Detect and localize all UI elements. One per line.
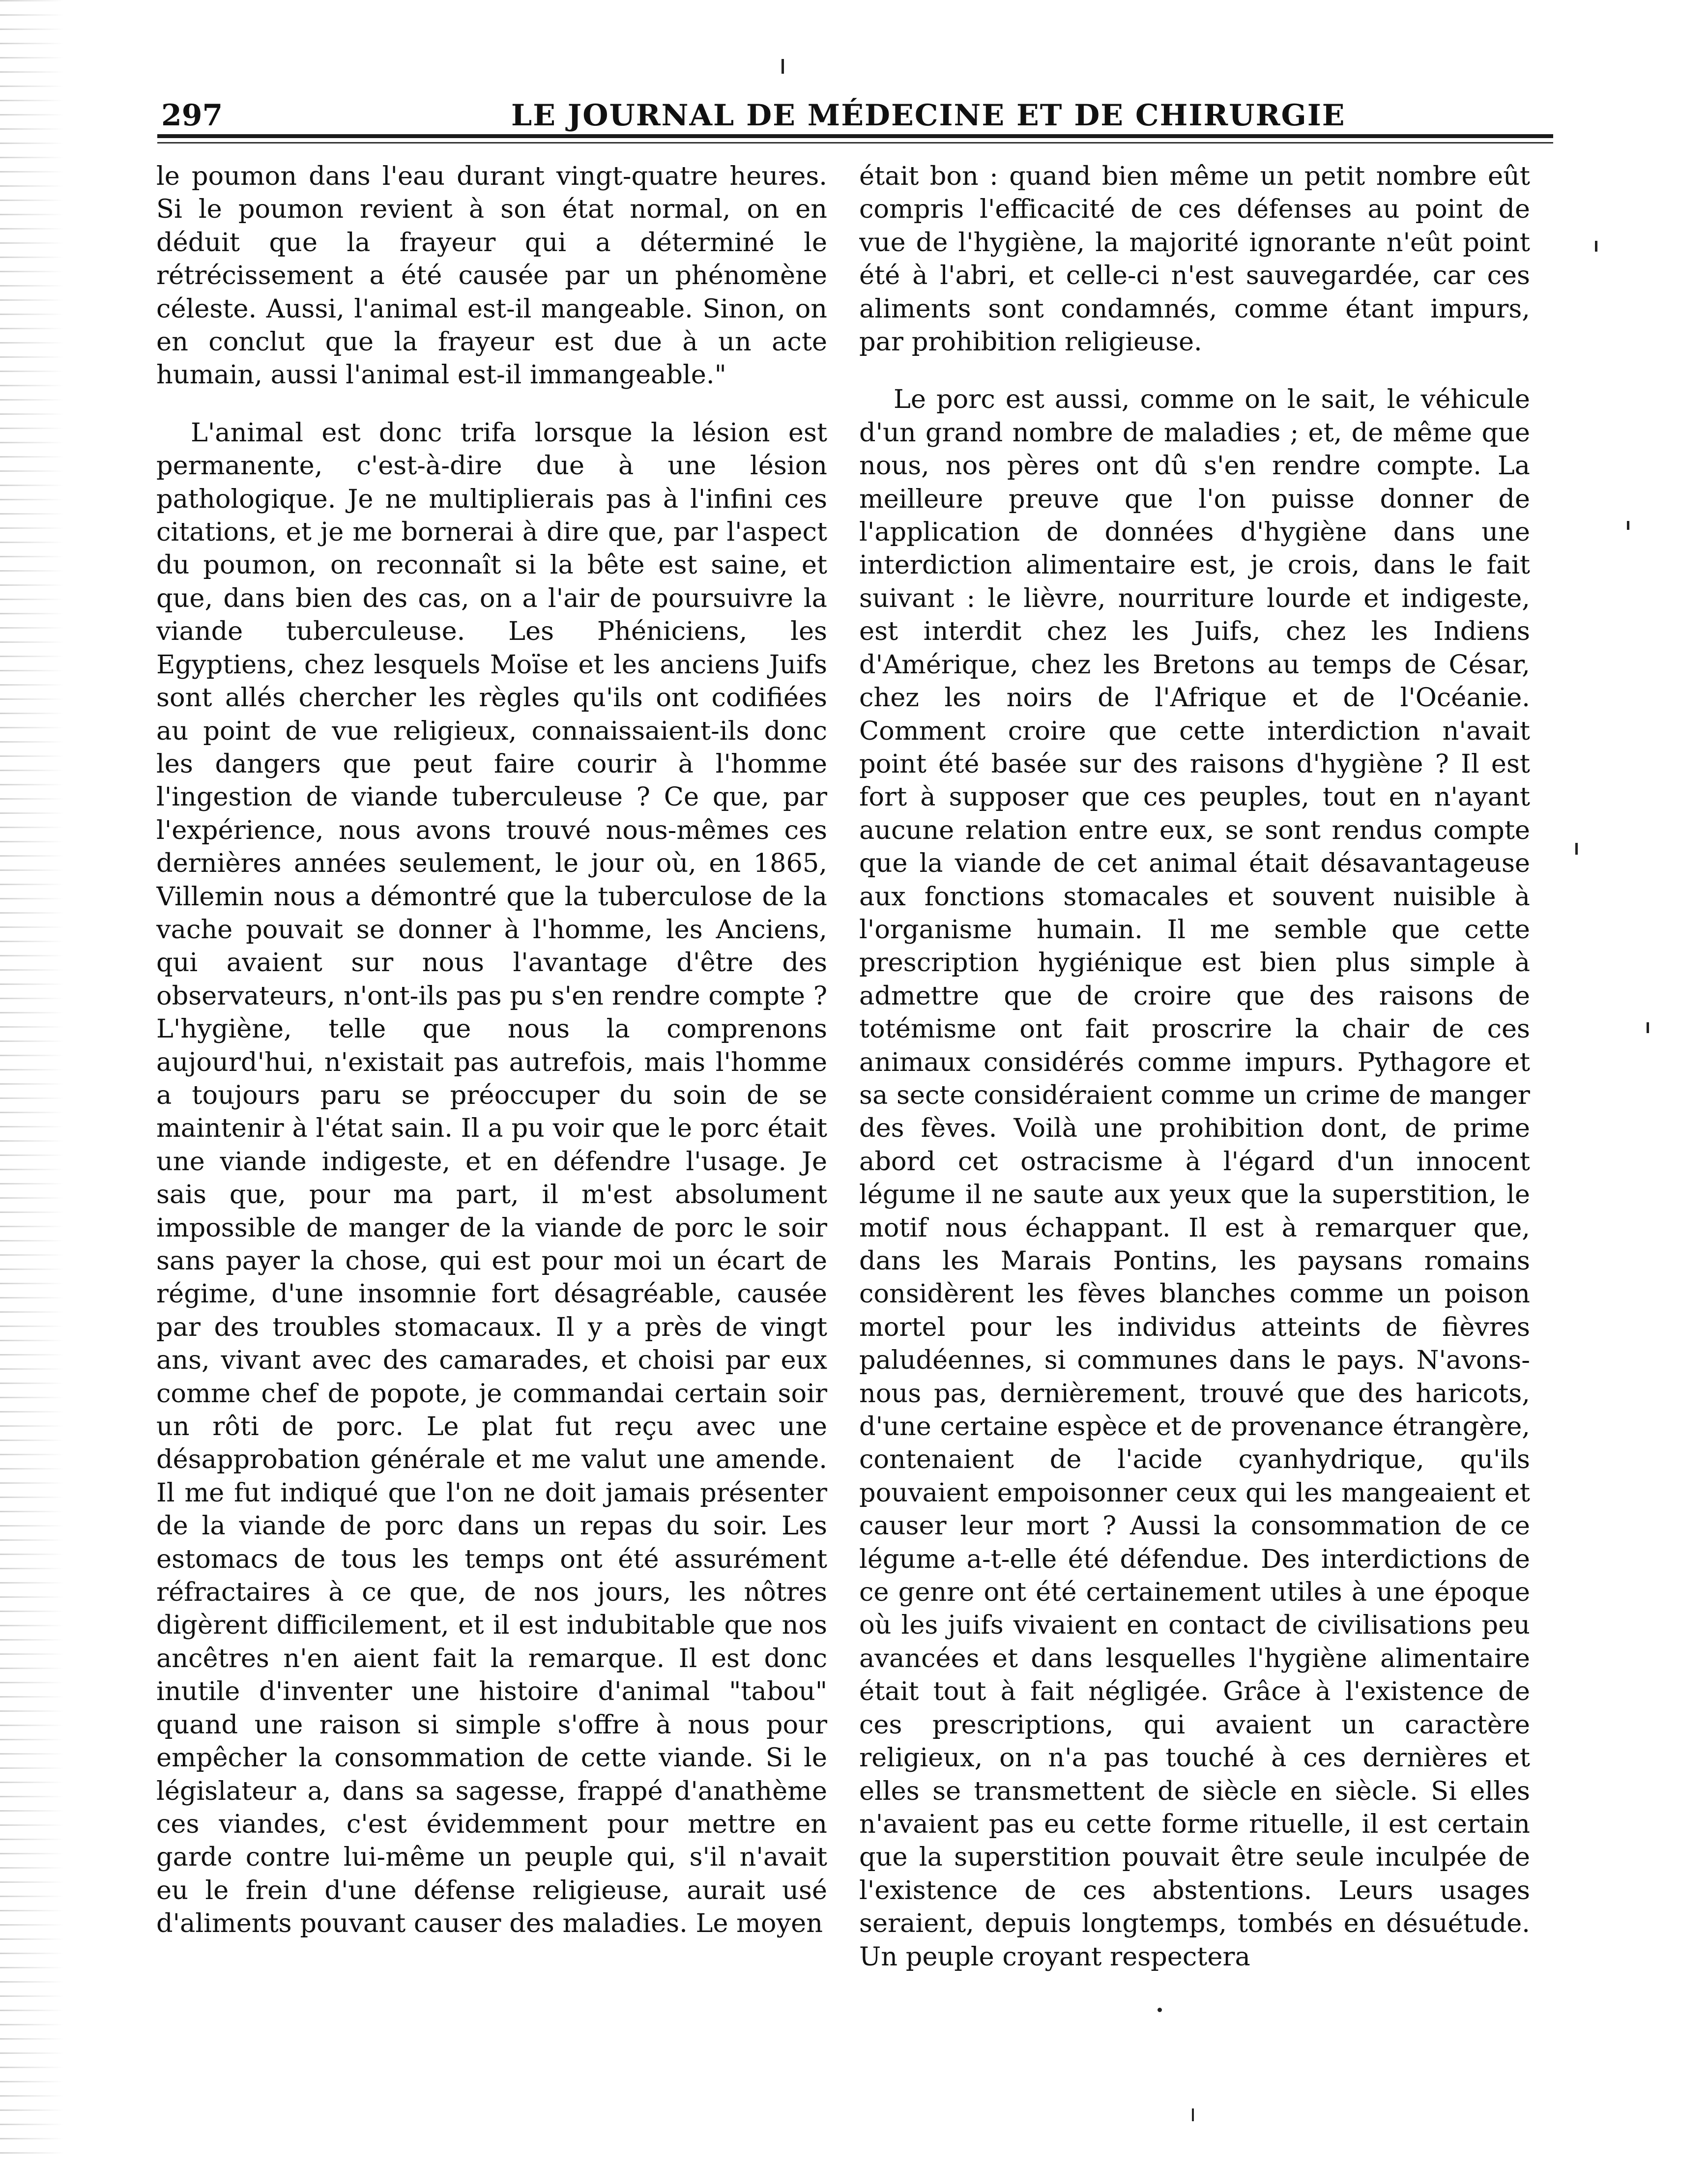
scan-speck [1192,2108,1194,2121]
paragraph: était bon : quand bien même un petit nombre eût compris l'efficacité de ces défenses au point de vue de l'hygiène, la majorité ignorante n'eût point été à l'abri, et celle-ci n'est sauvegardée, car ces aliments sont condamnés, comme étant impurs, par prohibition religieuse. [859,161,1530,357]
scan-speck [1627,521,1629,530]
paragraph: L'animal est donc trifa lorsque la lésion est permanente, c'est-à-dire due à une lésion pathologique. Je ne multiplierais pas à l'infini ces citations, et je me bornerai à dire que, par l'aspect du poumon, on reconnaît si la bête est saine, et que, dans bien des cas, on a l'air de poursuivre la viande tuberculeuse. Les Phéniciens, les Egyptiens, chez lesquels Moïse et les anciens Juifs sont allés chercher les règles qu'ils ont codifiées au point de vue religieux, connaissaient-ils donc les dangers que peut faire courir à l'homme l'ingestion de viande tuberculeuse ? Ce que, par l'expérience, nous avons trouvé nous-mêmes ces dernières années seulement, le jour où, en 1865, Villemin nous a démontré que la tuberculose de la vache pouvait se donner à l'homme, les Anciens, qui avaient sur nous l'avantage d'être des observateurs, n'ont-ils pas pu s'en rendre compte ? L'hygiène, telle que nous la comprenons aujourd'hui, n'existait pas autrefois, mais l'homme a toujours paru se préoccuper du soin de se maintenir à l'état sain. Il a pu voir que le porc était une viande indigeste, et en défendre l'usage. Je sais que, pour ma part, il m'est absolument impossible de manger de la viande de porc le soir sans payer la chose, qui est pour moi un écart de régime, d'une insomnie fort désagréable, causée par des troubles stomacaux. Il y a près de vingt ans, vivant avec des camarades, et choisi par eux comme chef de popote, je commandai certain soir un rôti de porc. Le plat fut reçu avec une désapprobation générale et me valut une amende. Il me fut indiqué que l'on ne doit jamais présenter de la viande de porc dans un repas du soir. Les estomacs de tous les temps ont été assurément réfractaires à ce que, de nos jours, les nôtres digèrent difficilement, et il est indubitable que nos ancêtres n'en aient fait la remarque. Il est donc inutile d'inventer une histoire d'animal "tabou" quand une raison si simple s'offre à nous pour empêcher la consommation de cette viande. Si le législateur a, dans sa sagesse, frappé d'anathème ces viandes, c'est évidemment pour mettre en garde contre lui-même un peuple qui, s'il n'avait eu le frein d'une défense religieuse, aurait usé d'aliments pouvant causer des maladies. Le moyen [156,417,827,1939]
paragraph: Le porc est aussi, comme on le sait, le véhicule d'un grand nombre de maladies ; et, de même que nous, nos pères ont dû s'en rendre compte. La meilleure preuve que l'on puisse donner de l'application de données d'hygiène dans une interdiction alimentaire est, je crois, dans le fait suivant : le lièvre, nourriture lourde et indigeste, est interdit chez les Juifs, chez les Indiens d'Amérique, chez les Bretons au temps de César, chez les noirs de l'Afrique et de l'Océanie. Comment croire que cette interdiction n'avait point été basée sur des raisons d'hygiène ? Il est fort à supposer que ces peuples, tout en n'ayant aucune relation entre eux, se sont rendus compte que la viande de cet animal était désavantageuse aux fonctions stomacales et souvent nuisible à l'organisme humain. Il me semble que cette prescription hygiénique est bien plus simple à admettre que de croire que des raisons de totémisme ont fait proscrire la chair de ces animaux considérés comme impurs. Pythagore et sa secte considéraient comme un crime de manger des fèves. Voilà une prohibition dont, de prime abord cet ostracisme à l'égard d'un innocent légume il ne saute aux yeux que la superstition, le motif nous échappant. Il est à remarquer que, dans les Marais Pontins, les paysans romains considèrent les fèves blanches comme un poison mortel pour les individus atteints de fièvres paludéennes, si communes dans le pays. N'avons-nous pas, dernièrement, trouvé que des haricots, d'une certaine espèce et de provenance étrangère, contenaient de l'acide cyanhydrique, qu'ils pouvaient empoisonner ceux qui les mangeaient et causer leur mort ? Aussi la consommation de ce légume a-t-elle été défendue. Des interdictions de ce genre ont été certainement utiles à une époque où les juifs vivaient en contact de civilisations peu avancées et dans lesquelles l'hygiène alimentaire était tout à fait négligée. Grâce à l'existence de ces prescriptions, qui avaient un caractère religieux, on n'a pas touché à ces dernières et elles se transmettent de siècle en siècle. Si elles n'avaient pas eu cette forme rituelle, il est certain que la superstition pouvait être seule inculpée de l'existence de ces abstentions. Leurs usages seraient, depuis longtemps, tombés en désuétude. Un peuple croyant respectera [859,384,1530,1972]
scan-speck [1647,1022,1649,1033]
page-number: 297 [161,98,223,133]
left-column [156,160,827,1978]
header-rule-thin [157,142,1553,144]
scan-speck [1595,241,1597,252]
running-title: LE JOURNAL DE MÉDECINE ET DE CHIRURGIE [511,98,1346,133]
header-rule [157,134,1553,138]
paragraph: le poumon dans l'eau durant vingt-quatre heures. Si le poumon revient à son état normal, on en déduit que la frayeur qui a déterminé le rétrécissement a été causée par un phénomène céleste. Aussi, l'animal est-il mangeable. Sinon, on en conclut que la frayeur est due à un acte humain, aussi l'animal est-il immangeable." [156,161,827,390]
scan-speck [782,59,784,74]
scan-speck [1575,843,1578,855]
scan-edge-noise [0,0,64,2163]
scan-speck [1158,2008,1162,2012]
right-column [859,160,1530,1978]
page-header [157,98,1553,138]
